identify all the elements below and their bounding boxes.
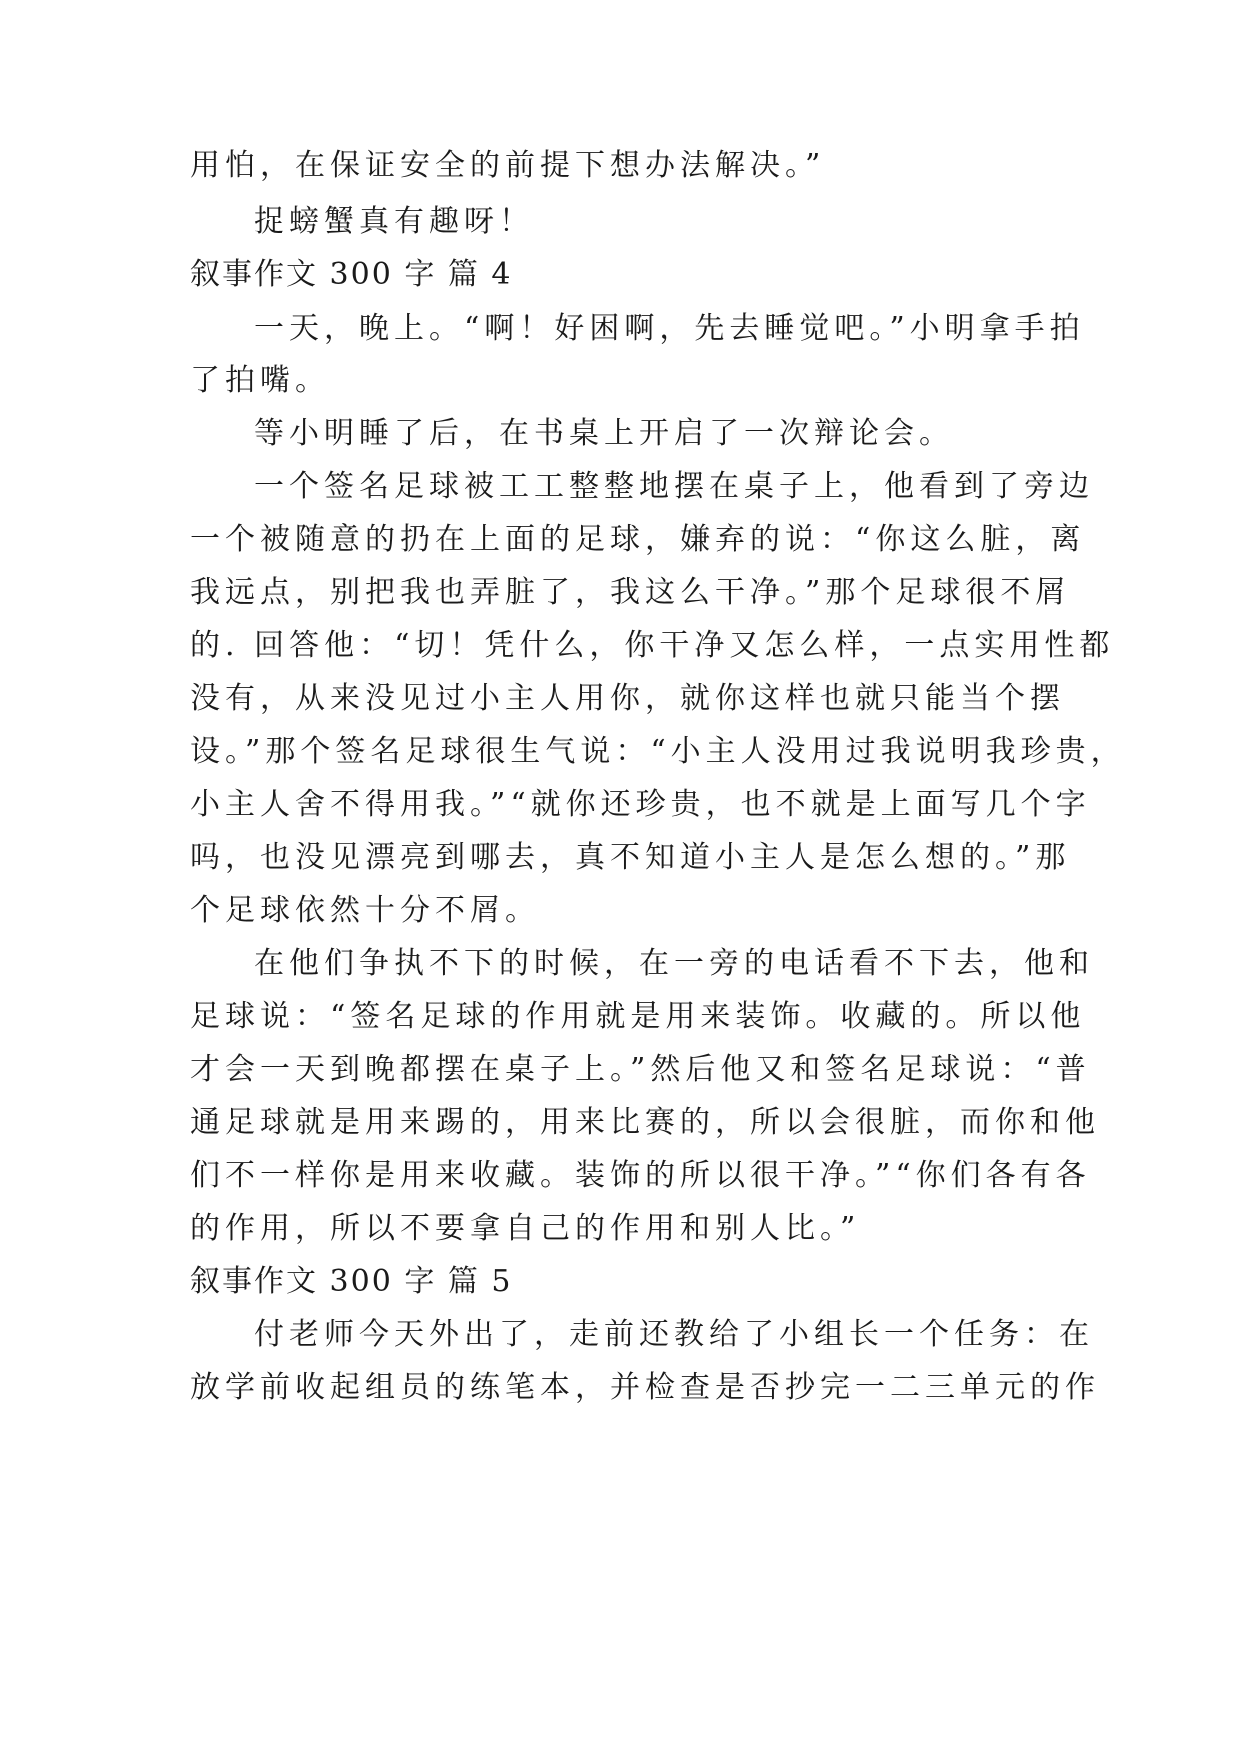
- paragraph-line: 足球说：“签名足球的作用就是用来装饰。收藏的。所以他: [190, 999, 1086, 1034]
- paragraph-line: 一个被随意的扔在上面的足球，嫌弃的说：“你这么脏，离: [190, 522, 1086, 557]
- paragraph-line: 在他们争执不下的时候，在一旁的电话看不下去，他和: [254, 946, 1094, 981]
- paragraph-line: 用怕，在保证安全的前提下想办法解决。”: [190, 148, 826, 183]
- paragraph-line: 放学前收起组员的练笔本，并检查是否抄完一二三单元的作: [190, 1370, 1100, 1405]
- paragraph-line: 吗，也没见漂亮到哪去，真不知道小主人是怎么想的。”那: [190, 840, 1071, 875]
- paragraph-line: 的. 回答他：“切！凭什么，你干净又怎么样，一点实用性都: [190, 628, 1115, 663]
- paragraph-line: 设。”那个签名足球很生气说：“小主人没用过我说明我珍贵，: [190, 734, 1126, 769]
- paragraph-line: 捉螃蟹真有趣呀！: [254, 204, 534, 239]
- paragraph-line: 没有，从来没见过小主人用你，就你这样也就只能当个摆: [190, 681, 1065, 716]
- paragraph-line: 付老师今天外出了，走前还教给了小组长一个任务：在: [254, 1317, 1094, 1352]
- paragraph-line: 了拍嘴。: [190, 363, 330, 398]
- paragraph-line: 我远点，别把我也弄脏了，我这么干净。”那个足球很不屑: [190, 575, 1071, 610]
- paragraph-line: 等小明睡了后，在书桌上开启了一次辩论会。: [254, 416, 954, 451]
- paragraph-line: 们不一样你是用来收藏。装饰的所以很干净。”“你们各有各: [190, 1158, 1091, 1193]
- paragraph-line: 的作用，所以不要拿自己的作用和别人比。”: [190, 1211, 861, 1246]
- section-heading: 叙事作文 300 字 篇 4: [190, 257, 513, 292]
- paragraph-line: 个足球依然十分不屑。: [190, 893, 540, 928]
- paragraph-line: 一个签名足球被工工整整地摆在桌子上，他看到了旁边: [254, 469, 1094, 504]
- paragraph-line: 一天，晚上。“啊！好困啊，先去睡觉吧。”小明拿手拍: [254, 311, 1085, 346]
- paragraph-line: 才会一天到晚都摆在桌子上。”然后他又和签名足球说：“普: [190, 1052, 1091, 1087]
- paragraph-line: 小主人舍不得用我。”“就你还珍贵，也不就是上面写几个字: [190, 787, 1091, 822]
- paragraph-line: 通足球就是用来踢的，用来比赛的，所以会很脏，而你和他: [190, 1105, 1100, 1140]
- section-heading: 叙事作文 300 字 篇 5: [190, 1264, 513, 1299]
